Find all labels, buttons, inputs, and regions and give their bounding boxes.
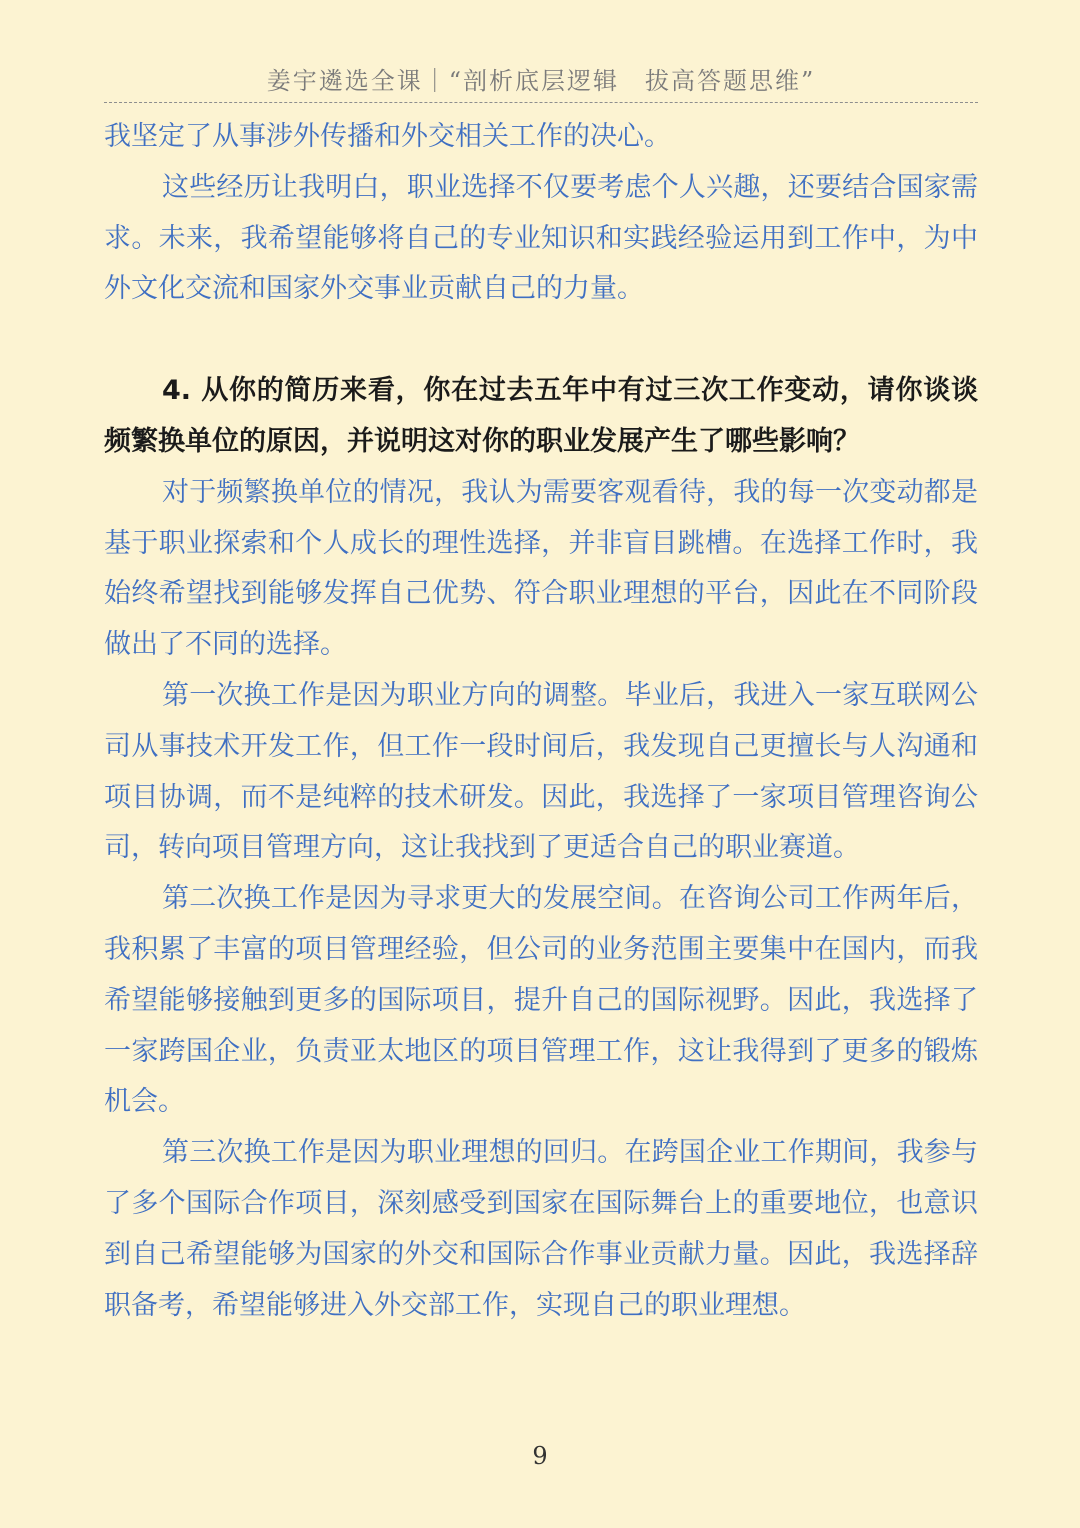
paragraph-conclusion: 这些经历让我明白，职业选择不仅要考虑个人兴趣，还要结合国家需求。未来，我希望能够将自己的专业知识和实践经验运用到工作中，为中外文化交流和国家外交事业贡献自己的力量。 — [104, 171, 978, 305]
paragraph-continuation: 我坚定了从事涉外传播和外交相关工作的决心。 — [104, 121, 671, 152]
page-body — [104, 112, 978, 1331]
answer-second-change: 第二次换工作是因为寻求更大的发展空间。在咨询公司工作两年后，我积累了丰富的项目管理经验，但公司的业务范围主要集中在国内，而我希望能够接触到更多的国际项目，提升自己的国际视野。因此，我选择了一家跨国企业，负责亚太地区的项目管理工作，这让我得到了更多的锻炼机会。 — [104, 883, 978, 1118]
answer-first-change: 第一次换工作是因为职业方向的调整。毕业后，我进入一家互联网公司从事技术开发工作，但工作一段时间后，我发现自己更擅长与人沟通和项目协调，而不是纯粹的技术研发。因此，我选择了一家项目管理咨询公司，转向项目管理方向，这让我找到了更适合自己的职业赛道。 — [104, 679, 978, 864]
paragraph-gap — [104, 315, 978, 366]
page-number: 9 — [532, 1442, 548, 1470]
header-divider — [104, 102, 978, 103]
answer-third-change: 第三次换工作是因为职业理想的回归。在跨国企业工作期间，我参与了多个国际合作项目，深刻感受到国家在国际舞台上的重要地位，也意识到自己希望能够为国家的外交和国际合作事业贡献力量。因此，我选择辞职备考，希望能够进入外交部工作，实现自己的职业理想。 — [104, 1137, 978, 1321]
page-header: 姜宇遴选全课｜“剖析底层逻辑 拔高答题思维” — [266, 67, 816, 95]
answer-intro: 对于频繁换单位的情况，我认为需要客观看待，我的每一次变动都是基于职业探索和个人成长的理性选择，并非盲目跳槽。在选择工作时，我始终希望找到能够发挥自己优势、符合职业理想的平台，因此在不同阶段做出了不同的选择。 — [104, 476, 978, 661]
question-4: 4. 从你的简历来看，你在过去五年中有过三次工作变动，请你谈谈频繁换单位的原因，并说明这对你的职业发展产生了哪些影响？ — [104, 375, 978, 457]
